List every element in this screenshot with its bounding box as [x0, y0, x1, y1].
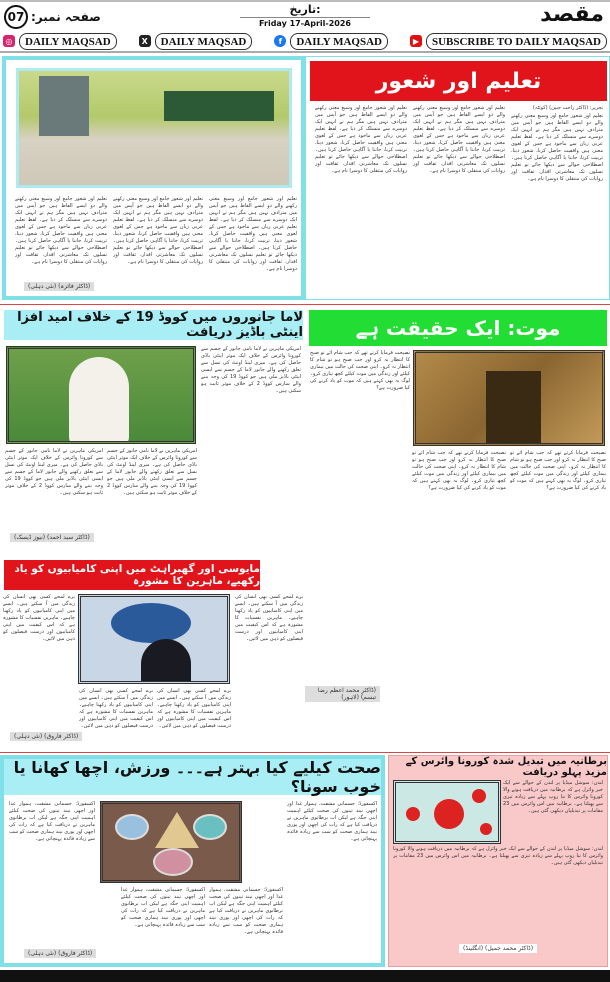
llama-shape	[69, 357, 129, 444]
virus-shape	[406, 807, 420, 821]
byline: (ڈاکٹر فائزہ) (نئی دہلی)	[24, 282, 94, 291]
byline: (ڈاکٹر فاروق) (نئی دہلی)	[10, 732, 82, 741]
window-shape	[39, 76, 89, 136]
page-number: 07	[4, 5, 28, 29]
divider	[240, 17, 370, 18]
facebook-icon: f	[274, 35, 286, 47]
exercise-shape	[193, 814, 227, 840]
article-column: نصیحت فرمایا کرتے تھے کہ جب شام آئے تو صبح کا انتظار نہ کرو اور جب صبح ہو تو شام کا انتظار نہ کرو۔ اپنی صحت کی حالت میں بیماری کیلئے اور زندگی میں موت کیلئے کچھ تیاری کرو۔ لوگ یہ بھی کہتے ہیں کہ موت کو یاد کرنے کی کیا ضرورت ہے؟	[310, 350, 410, 391]
divider	[0, 304, 610, 305]
article-britain	[388, 755, 608, 967]
figure-shape	[141, 639, 191, 684]
article-title: مایوسی اور گھبراہٹ میں اپنی کامیابیوں کو یاد رکھیے، ماہرین کا مشورہ	[4, 560, 260, 590]
instagram-icon: ◎	[3, 35, 15, 47]
article-health	[0, 755, 385, 967]
article-column: برے لمحے کسی بھی انسان کی زندگی میں آ سکتے ہیں۔ ایسے میں اپنی کامیابیوں کو یاد رکھنا چاہیے۔ ماہرین نفسیات کا مشورہ ہے کہ اس کیفیت میں اپنی کامیابیوں اور درست فیصلوں کو ذہن میں لائیں۔	[79, 688, 153, 729]
article-education-continued	[2, 56, 305, 300]
byline: (ڈاکٹر محمد جمیل) (انگلینڈ)	[459, 944, 537, 953]
byline: (ڈاکٹر محمد اعظم رضا تبسم) (لاہور)	[305, 686, 380, 702]
byline: (ڈاکٹر فاروق) (نئی دہلی)	[24, 949, 96, 958]
social-youtube[interactable]	[410, 33, 607, 50]
social-facebook[interactable]	[274, 33, 388, 50]
newspaper-logo: مقصد	[540, 2, 604, 27]
blackboard-shape	[164, 91, 274, 121]
clock-shape	[115, 814, 149, 840]
page-number-block	[4, 5, 101, 29]
social-label: SUBSCRIBE TO DAILY MAQSAD	[426, 33, 607, 50]
article-column: تعلیم اور شعور جامع اور وسیع معنی رکھنے والے دو ایسے الفاظ ہیں جو آپس میں مترادف نہیں ہیں مگر ہم نے انہیں ایک دوسرے سے منسلک کر دیا ہے۔ لفظ تعلیم عربی زبان سے ماخوذ ہے جس کے لغوی معنی ہیں واقفیت حاصل کرنا، شعور دینا، تربیت کرنا، جاننا یا آگاہی حاصل کرنا ہیں۔ اصطلاحی حوالے سے دیکھا جائے تو تعلیم نسلوں تک معاشرتی اقدار، ثقافت اور روایات کی منتقلی کا دوسرا نام ہے۔	[113, 196, 203, 265]
masthead	[0, 0, 610, 30]
footer-bar	[0, 970, 610, 982]
date-value: Friday 17-April-2026	[259, 19, 351, 28]
youtube-icon: ▶	[410, 35, 422, 47]
article-column: لندن: سوشل میڈیا پر لندن کے حوالے سے ایک خبر وائرل ہے کہ برطانیہ میں دریافت ہونے والا کورونا وائرس کا نیا روپ پہلے سے زیادہ تیزی سے پھیلتا ہے۔ برطانیہ میں اس وائرس میں 23 مقامات پر تبدیلیاں دیکھی گئی ہیں۔	[503, 780, 603, 814]
cloud-head-photo	[78, 594, 230, 684]
x-icon: X	[139, 35, 151, 47]
article-title: صحت کیلیے کیا بہتر ہے۔۔۔ ورزش، اچھا کھانا یا خوب سونا؟	[4, 759, 381, 795]
social-label: DAILY MAQSAD	[290, 33, 388, 50]
article-column: تعلیم اور شعور جامع اور وسیع معنی رکھنے والے دو ایسے الفاظ ہیں جو آپس میں مترادف نہیں ہیں مگر ہم نے انہیں ایک دوسرے سے منسلک کر دیا ہے۔ لفظ تعلیم عربی زبان سے ماخوذ ہے جس کے لغوی معنی ہیں واقفیت حاصل کرنا، شعور دینا، تربیت کرنا، جاننا یا آگاہی حاصل کرنا ہیں۔ اصطلاحی حوالے سے دیکھا جائے تو تعلیم نسلوں تک معاشرتی اقدار، ثقافت اور روایات کی منتقلی کا دوسرا نام ہے۔	[511, 113, 603, 182]
cloud-shape	[111, 603, 191, 643]
article-title: لاما جانوروں میں کووڈ 19 کے خلاف امید افزا اینٹی باڈیز دریافت	[4, 310, 303, 340]
article-death	[305, 308, 610, 748]
article-column: تعلیم اور شعور جامع اور وسیع معنی رکھنے والے دو ایسے الفاظ ہیں جو آپس میں مترادف نہیں ہیں مگر ہم نے انہیں ایک دوسرے سے منسلک کر دیا ہے۔ لفظ تعلیم عربی زبان سے ماخوذ ہے جس کے لغوی معنی ہیں واقفیت حاصل کرنا، شعور دینا، تربیت کرنا، جاننا یا آگاہی حاصل کرنا ہیں۔ اصطلاحی حوالے سے دیکھا جائے تو تعلیم نسلوں تک معاشرتی اقدار، ثقافت اور روایات کی منتقلی کا دوسرا نام ہے۔	[209, 196, 297, 272]
social-x[interactable]	[139, 33, 253, 50]
article-title: تعلیم اور شعور	[310, 61, 607, 101]
article-column: لندن: سوشل میڈیا پر لندن کے حوالے سے ایک خبر وائرل ہے کہ برطانیہ میں دریافت ہونے والا کورونا وائرس کا نیا روپ پہلے سے زیادہ تیزی سے پھیلتا ہے۔ برطانیہ میں اس وائرس میں 23 مقامات پر تبدیلیاں دیکھی گئی ہیں۔	[393, 846, 603, 866]
social-bar	[0, 31, 610, 53]
article-column: امریکی ماہرین نے لاما نامی جانور کے جسم سے کورونا وائرس کے خلاف ایک موثر اینٹی باڈی حاصل کی ہے۔ میری لینڈ اونٹ کی نسل سے تعلق رکھنے والے جانور لاما کے جسم سے ایسی اینٹی باڈیز ملی ہیں جو کووڈ 19 کی وجہ بننے والے سارس کووڈ 2 کے خلاف موثر ثابت ہو سکتی ہیں۔	[107, 448, 197, 496]
article-column: امریکی ماہرین نے لاما نامی جانور کے جسم سے کورونا وائرس کے خلاف ایک موثر اینٹی باڈی حاصل کی ہے۔ میری لینڈ اونٹ کی نسل سے تعلق رکھنے والے جانور لاما کے جسم سے ایسی اینٹی باڈیز ملی ہیں جو کووڈ 19 کی وجہ بننے والے سارس کووڈ 2 کے خلاف موثر ثابت ہو سکتی ہیں۔	[201, 346, 301, 394]
article-column: آکسفورڈ: جسمانی مشقت، ہموار غذا اور اچھی نیند تینوں کی صحت کیلئے اہمیت اپنی جگہ ہے لیکن اب برطانوی ماہرین نے دریافت کیا ہے کہ رات کی اچھی اور پوری نیند ہماری صحت کو سب سے زیادہ فائدہ پہنچاتی ہے۔	[287, 801, 377, 842]
article-title: برطانیہ میں تبدیل شدہ کورونا وائرس کے مزید پہلو دریافت	[389, 756, 607, 778]
article-column: تعلیم اور شعور جامع اور وسیع معنی رکھنے والے دو ایسے الفاظ ہیں جو آپس میں مترادف نہیں ہیں مگر ہم نے انہیں ایک دوسرے سے منسلک کر دیا ہے۔ لفظ تعلیم عربی زبان سے ماخوذ ہے جس کے لغوی معنی ہیں واقفیت حاصل کرنا، شعور دینا، تربیت کرنا، جاننا یا آگاہی حاصل کرنا ہیں۔ اصطلاحی حوالے سے دیکھا جائے تو تعلیم نسلوں تک معاشرتی اقدار، ثقافت اور روایات کی منتقلی کا دوسرا نام ہے۔	[413, 105, 505, 174]
article-column: آکسفورڈ: جسمانی مشقت، ہموار غذا اور اچھی نیند تینوں کی صحت کیلئے اہمیت اپنی جگہ ہے لیکن اب برطانوی ماہرین نے دریافت کیا ہے کہ رات کی اچھی اور پوری نیند ہماری صحت کو سب سے زیادہ فائدہ پہنچاتی ہے۔	[121, 887, 205, 928]
health-illustration	[100, 801, 242, 883]
virus-photo	[393, 780, 501, 844]
llama-photo	[6, 346, 196, 444]
article-column: امریکی ماہرین نے لاما نامی جانور کے جسم سے کورونا وائرس کے خلاف ایک موثر اینٹی باڈی حاصل کی ہے۔ میری لینڈ اونٹ کی نسل سے تعلق رکھنے والے جانور لاما کے جسم سے ایسی اینٹی باڈیز ملی ہیں جو کووڈ 19 کی وجہ بننے والے سارس کووڈ 2 کے خلاف موثر ثابت ہو سکتی ہیں۔	[5, 448, 103, 496]
virus-shape	[472, 789, 486, 803]
article-column: آکسفورڈ: جسمانی مشقت، ہموار غذا اور اچھی نیند تینوں کی صحت کیلئے اہمیت اپنی جگہ ہے لیکن اب برطانوی ماہرین نے دریافت کیا ہے کہ رات کی اچھی اور پوری نیند ہماری صحت کو سب سے زیادہ فائدہ پہنچاتی ہے۔	[9, 801, 95, 842]
article-intro: تحریر: (ڈاکٹر راحت جبین) (کوئٹہ)	[532, 105, 603, 111]
grave-opening-shape	[486, 371, 541, 446]
date-label: تاریخ:	[289, 3, 321, 16]
virus-shape	[434, 799, 464, 829]
article-column: نصیحت فرمایا کرتے تھے کہ جب شام آئے تو صبح کا انتظار نہ کرو اور جب صبح ہو تو شام کا انتظار نہ کرو۔ اپنی صحت کی حالت میں بیماری کیلئے اور زندگی میں موت کیلئے کچھ تیاری کرو۔ لوگ یہ بھی کہتے ہیں کہ موت کو یاد کرنے کی کیا ضرورت ہے؟	[510, 450, 606, 491]
article-despair	[2, 560, 305, 750]
article-column: تعلیم اور شعور جامع اور وسیع معنی رکھنے والے دو ایسے الفاظ ہیں جو آپس میں مترادف نہیں ہیں مگر ہم نے انہیں ایک دوسرے سے منسلک کر دیا ہے۔ لفظ تعلیم عربی زبان سے ماخوذ ہے جس کے لغوی معنی ہیں واقفیت حاصل کرنا، شعور دینا، تربیت کرنا، جاننا یا آگاہی حاصل کرنا ہیں۔ اصطلاحی حوالے سے دیکھا جائے تو تعلیم نسلوں تک معاشرتی اقدار، ثقافت اور روایات کی منتقلی کا دوسرا نام ہے۔	[15, 196, 107, 265]
article-column: آکسفورڈ: جسمانی مشقت، ہموار غذا اور اچھی نیند تینوں کی صحت کیلئے اہمیت اپنی جگہ ہے لیکن اب برطانوی ماہرین نے دریافت کیا ہے کہ رات کی اچھی اور پوری نیند ہماری صحت کو سب سے زیادہ فائدہ پہنچاتی ہے۔	[209, 887, 283, 935]
article-education	[305, 56, 610, 300]
article-title: موت: ایک حقیقت ہے	[309, 310, 607, 346]
pyramid-shape	[155, 812, 199, 848]
byline: (ڈاکٹر سید احمد) (نیوز ڈیسک)	[10, 533, 94, 542]
classroom-photo	[16, 68, 292, 188]
food-shape	[153, 848, 193, 876]
article-column: نصیحت فرمایا کرتے تھے کہ جب شام آئے تو صبح کا انتظار نہ کرو اور جب صبح ہو تو شام کا انتظار نہ کرو۔ اپنی صحت کی حالت میں بیماری کیلئے اور زندگی میں موت کیلئے کچھ تیاری کرو۔ لوگ یہ بھی کہتے ہیں کہ موت کو یاد کرنے کی کیا ضرورت ہے؟	[412, 450, 506, 491]
date-block	[230, 3, 380, 28]
article-column: تعلیم اور شعور جامع اور وسیع معنی رکھنے والے دو ایسے الفاظ ہیں جو آپس میں مترادف نہیں ہیں مگر ہم نے انہیں ایک دوسرے سے منسلک کر دیا ہے۔ لفظ تعلیم عربی زبان سے ماخوذ ہے جس کے لغوی معنی ہیں واقفیت حاصل کرنا، شعور دینا، تربیت کرنا، جاننا یا آگاہی حاصل کرنا ہیں۔ اصطلاحی حوالے سے دیکھا جائے تو تعلیم نسلوں تک معاشرتی اقدار، ثقافت اور روایات کی منتقلی کا دوسرا نام ہے۔	[315, 105, 407, 174]
grave-photo	[413, 350, 605, 446]
virus-shape	[480, 823, 492, 835]
article-column: برے لمحے کسی بھی انسان کی زندگی میں آ سکتے ہیں۔ ایسے میں اپنی کامیابیوں کو یاد رکھنا چاہیے۔ ماہرین نفسیات کا مشورہ ہے کہ اس کیفیت میں اپنی کامیابیوں اور درست فیصلوں کو ذہن میں لائیں۔	[235, 594, 303, 642]
divider	[0, 752, 610, 753]
article-column: برے لمحے کسی بھی انسان کی زندگی میں آ سکتے ہیں۔ ایسے میں اپنی کامیابیوں کو یاد رکھنا چاہیے۔ ماہرین نفسیات کا مشورہ ہے کہ اس کیفیت میں اپنی کامیابیوں اور درست فیصلوں کو ذہن میں لائیں۔	[157, 688, 231, 729]
page-number-label: صفحہ نمبر:	[31, 10, 101, 24]
article-column: برے لمحے کسی بھی انسان کی زندگی میں آ سکتے ہیں۔ ایسے میں اپنی کامیابیوں کو یاد رکھنا چاہیے۔ ماہرین نفسیات کا مشورہ ہے کہ اس کیفیت میں اپنی کامیابیوں اور درست فیصلوں کو ذہن میں لائیں۔	[3, 594, 75, 642]
social-label: DAILY MAQSAD	[155, 33, 253, 50]
social-label: DAILY MAQSAD	[19, 33, 117, 50]
social-instagram[interactable]	[3, 33, 117, 50]
article-llama	[2, 308, 305, 550]
